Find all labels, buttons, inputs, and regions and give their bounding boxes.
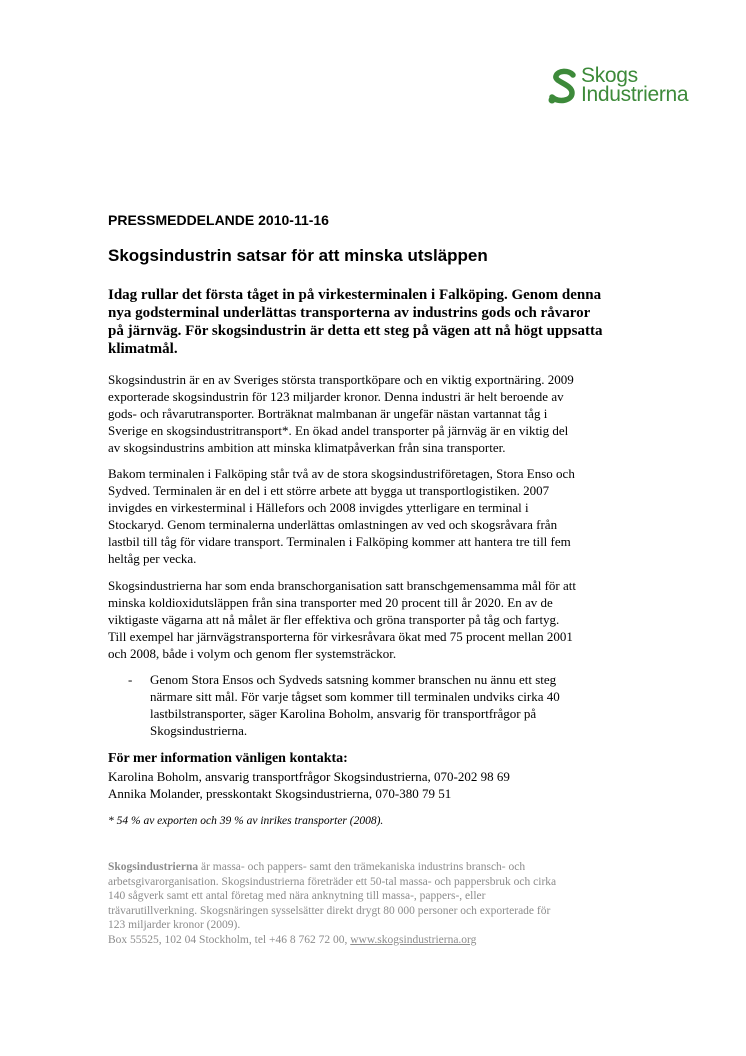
lead-line: på järnväg. För skogsindustrin är detta ett steg på vägen att nå högt uppsatta [108,323,603,339]
quote-line: närmare sitt mål. För varje tågset som kommer till terminalen undviks cirka 40 [150,689,560,704]
logo-line-2: Industrierna [581,83,689,106]
footnote: * 54 % av exporten och 39 % av inrikes transporter (2008). [108,815,384,827]
paragraph-line: Till exempel har järnvägstransporterna för virkesråvara ökat med 75 procent mellan 2001 [108,629,573,644]
contact-line: Karolina Boholm, ansvarig transportfrågor Skogsindustrierna, 070-202 98 69 [108,769,510,784]
paragraph-line: minska koldioxidutsläppen från sina transporter med 20 procent till år 2020. En av de [108,595,553,610]
paragraph-line: Skogsindustrin är en av Sveriges största transportköpare och en viktig exportnäring. 2009 [108,372,574,387]
quote-line: Skogsindustrierna. [150,723,248,738]
footer-line: 123 miljarder kronor (2009). [108,919,241,931]
footer-line [108,860,608,875]
contact-heading: För mer information vänligen kontakta: [108,751,348,766]
quote-dash: - [128,672,133,687]
paragraph-line: Sverige en skogsindustritransport*. En ökad andel transporter på järnväg är en viktig del [108,423,569,438]
headline: Skogsindustrin satsar för att minska utsläppen [108,246,488,265]
body-paragraph-2 [108,465,638,567]
quote-line: Genom Stora Ensos och Sydveds satsning kommer branschen nu ännu ett steg [150,672,557,687]
lead-line: klimatmål. [108,341,178,357]
logo-s-mark-icon [546,66,582,106]
logo-line-1: Skogs [581,64,638,87]
body-paragraph-3 [108,577,638,662]
paragraph-line: Sydved. Terminalen är en del i ett större arbete att bygga ut transportlogistiken. 2007 [108,483,550,498]
paragraph-line: invigdes en virkesterminal i Hällefors och 2008 invigdes ytterligare en terminal i [108,500,529,515]
footer-line: trävarutillverkning. Skogsnäringen sysselsätter direkt drygt 80 000 personer och exporterade för [108,904,551,917]
paragraph-line: och 2008, både i volym och genom fler systemsträckor. [108,646,397,661]
lead-line: Idag rullar det första tåget in på virkesterminalen i Falköping. Genom denna [108,287,602,303]
footer-org-name: Skogsindustrierna [108,861,199,873]
paragraph-line: lastbil till tåg för vidare transport. Terminalen i Falköping kommer att hantera tre till fem [108,534,571,549]
paragraph-line: exporterade skogsindustrin för 123 miljarder kronor. Denna industri är helt beroende av [108,389,564,404]
website-link[interactable]: www.skogsindustrierna.org [350,933,477,946]
organization-footer [108,860,608,947]
paragraph-line: viktigaste vägarna att nå målet är fler effektiva och gröna transporter på tåg och fartyg. [108,612,560,627]
footer-line: arbetsgivarorganisation. Skogsindustrierna företräder ett 50-tal massa- och pappersbruk och cirka [108,875,557,888]
paragraph-line: Skogsindustrierna har som enda branschorganisation satt branschgemensamma mål för att [108,578,576,593]
footer-line-1-text: är massa- och pappers- samt den trämekaniska industrins bransch- och [198,861,526,873]
lead-paragraph [108,286,628,358]
paragraph-line: av skogsindustrins ambition att minska klimatpåverkan från sina transporter. [108,440,506,455]
footer-address-line [108,933,608,948]
paragraph-line: gods- och råvarutransporter. Borträknat malmbanan är ungefär nästan vartannat tåg i [108,406,548,421]
press-release-kicker: PRESSMEDDELANDE 2010-11-16 [108,212,329,228]
quote-line: lastbilstransporter, säger Karolina Boholm, ansvarig för transportfrågor på [150,706,537,721]
paragraph-line: Stockaryd. Genom terminalerna underlättas omlastningen av ved och skogsråvara från [108,517,558,532]
footer-line: 140 sågverk samt ett antal företag med nära anknytning till massa-, pappers-, eller [108,890,486,902]
contact-line: Annika Molander, presskontakt Skogsindustrierna, 070-380 79 51 [108,786,452,801]
body-paragraph-1 [108,371,638,456]
footer-address: Box 55525, 102 04 Stockholm, tel +46 8 762 72 00, [108,933,351,946]
skogsindustrierna-logo [546,66,706,110]
paragraph-line: Bakom terminalen i Falköping står två av de stora skogsindustriföretagen, Stora Enso och [108,466,575,481]
paragraph-line: heltåg per vecka. [108,551,197,566]
lead-line: nya godsterminal underlättas transporterna av industrins gods och råvaror [108,305,591,321]
